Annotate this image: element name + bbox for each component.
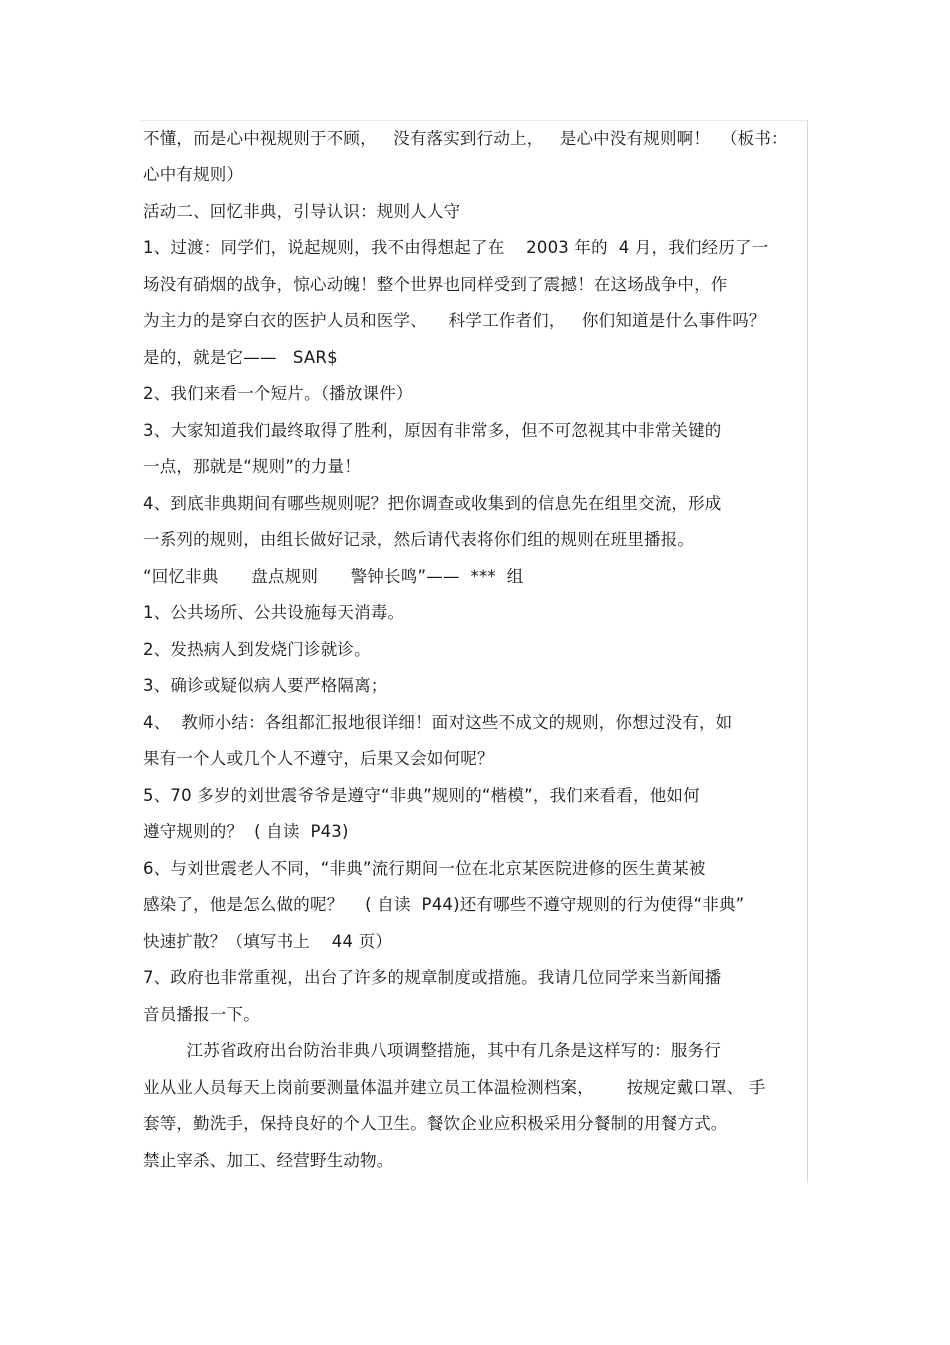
text-line: 一系列的规则，由组长做好记录，然后请代表将你们组的规则在班里播报。: [143, 530, 695, 549]
text-line: 2、我们来看一个短片。（播放课件）: [143, 384, 413, 403]
text-line: 1、过渡：同学们，说起规则，我不由得想起了在 2003 年的 4 月，我们经历了一: [143, 238, 769, 257]
list-item: 1、公共场所、公共设施每天消毒。: [143, 603, 405, 622]
text-line: 果有一个人或几个人不遵守，后果又会如何呢？: [143, 749, 494, 768]
section-heading: 活动二、回忆非典，引导认识：规则人人守: [143, 202, 461, 221]
text-line: 感染了，他是怎么做的呢？ ( 自读 P44)还有哪些不遵守规则的行为使得“非典”: [143, 895, 745, 914]
text-line: 快速扩散？（填写书上 44 页）: [143, 932, 393, 951]
text-line: 禁止宰杀、加工、经营野生动物。: [143, 1151, 394, 1170]
text-line: 业从业人员每天上岗前要测量体温并建立员工体温检测档案， 按规定戴口罩、 手: [143, 1078, 766, 1097]
text-line: 心中有规则）: [143, 165, 244, 184]
text-line: 4、到底非典期间有哪些规则呢？把你调查或收集到的信息先在组里交流，形成: [143, 494, 722, 513]
text-line: 套等，勤洗手，保持良好的个人卫生。餐饮企业应积极采用分餐制的用餐方式。: [143, 1114, 728, 1133]
text-line: 是的，就是它—— SAR$: [143, 348, 338, 367]
text-line: 一点，那就是“规则”的力量！: [143, 457, 361, 476]
list-item: 2、发热病人到发烧门诊就诊。: [143, 640, 371, 659]
text-line: 7、政府也非常重视，出台了许多的规章制度或措施。我请几位同学来当新闻播: [143, 968, 722, 987]
text-line: 江苏省政府出台防治非典八项调整措施，其中有几条是这样写的：服务行: [143, 1041, 721, 1060]
text-line: 3、大家知道我们最终取得了胜利，原因有非常多，但不可忽视其中非常关键的: [143, 421, 722, 440]
text-line: 5、70 多岁的刘世震爷爷是遵守“非典”规则的“楷模”，我们来看看，他如何: [143, 786, 700, 805]
text-line: “回忆非典 盘点规则 警钟长鸣”—— *** 组: [143, 567, 524, 586]
text-line: 音员播报一下。: [143, 1005, 260, 1024]
text-line: 场没有硝烟的战争，惊心动魄！整个世界也同样受到了震撼！在这场战争中，作: [143, 275, 728, 294]
text-line: 为主力的是穿白衣的医护人员和医学、 科学工作者们， 你们知道是什么事件吗？: [143, 311, 766, 330]
text-line: 遵守规则的？ ( 自读 P43): [143, 822, 349, 841]
text-line: 6、与刘世震老人不同，“非典”流行期间一位在北京某医院进修的医生黄某被: [143, 859, 706, 878]
text-line: 不懂，而是心中视规则于不顾， 没有落实到行动上， 是心中没有规则啊！ （板书：: [143, 129, 788, 148]
text-line: 4、 教师小结：各组都汇报地很详细！面对这些不成文的规则，你想过没有，如: [143, 713, 733, 732]
list-item: 3、确诊或疑似病人要严格隔离；: [143, 676, 388, 695]
